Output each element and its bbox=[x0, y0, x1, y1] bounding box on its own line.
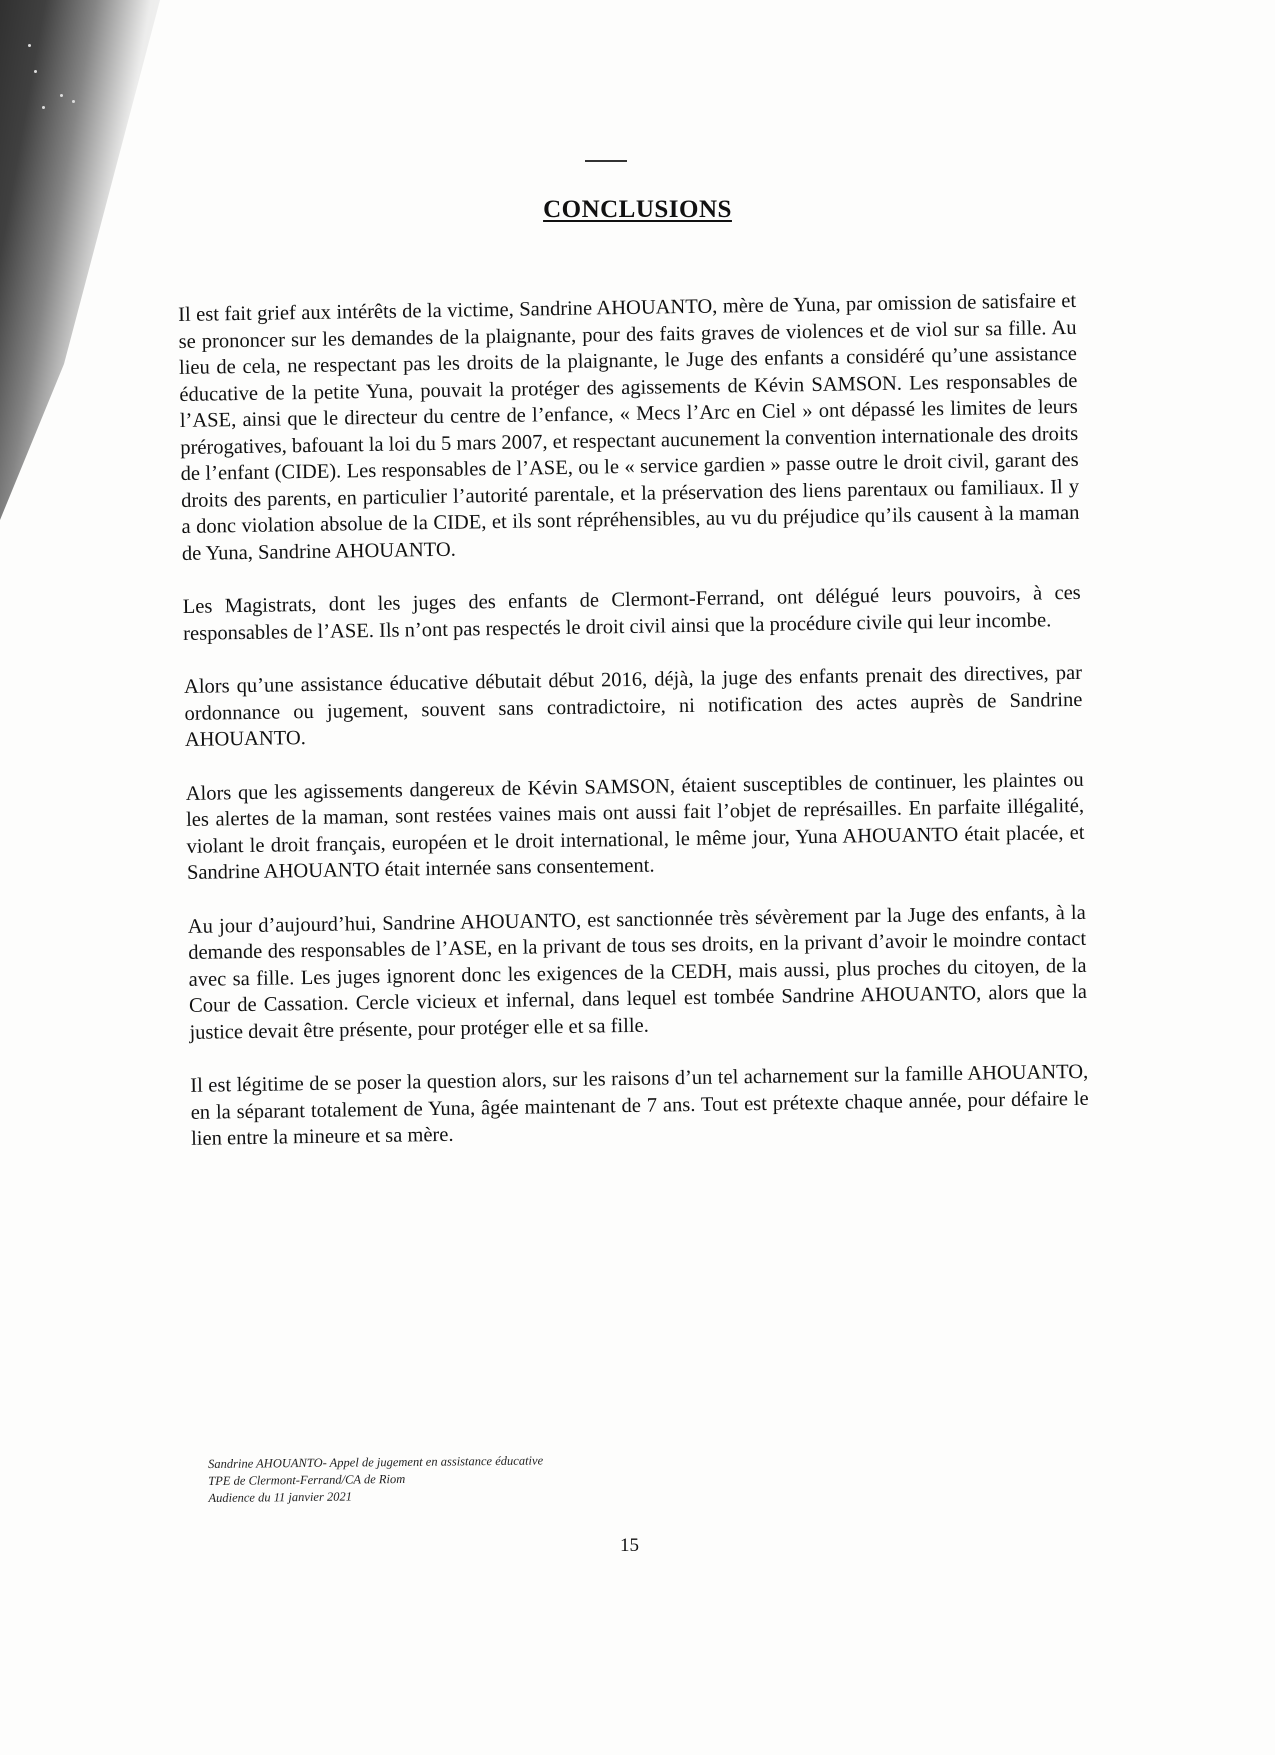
footer-line: Audience du 11 janvier 2021 bbox=[208, 1489, 352, 1505]
paragraph: Les Magistrats, dont les juges des enfants de Clermont-Ferrand, ont délégué leurs pouvoirs, à ces responsables de l’ASE. Ils n’ont pas respectés le droit civil ainsi que la procédure civile qui leur incombe. bbox=[182, 581, 1081, 645]
paragraph: Au jour d’aujourd’hui, Sandrine AHOUANTO, est sanctionnée très sévèrement par la Juge des enfants, à la demande des responsables de l’ASE, en la privant de tous ses droits, en la privant d’avoir le moindre contact avec sa fille. Les juges ignorent donc les exigences de la CEDH, mais aussi, plus proches du citoyen, de la Cour de Cassation. Cercle vicieux et infernal, dans lequel est tombée Sandrine AHOUANTO, alors que la justice devait être présente, pour protéger elle et sa fille. bbox=[187, 901, 1088, 1044]
paragraph: Alors que les agissements dangereux de Kévin SAMSON, étaient susceptibles de continuer, les plaintes ou les alertes de la maman, sont restées vaines mais ont aussi fait l’objet de représailles. En parfaite illégalité, violant le droit français, européen et le droit international, le même jour, Yuna AHOUANTO était placée, et Sandrine AHOUANTO était internée sans consentement. bbox=[185, 768, 1085, 884]
footer-line: Sandrine AHOUANTO- Appel de jugement en assistance éducative bbox=[208, 1453, 544, 1471]
paragraph: Alors qu’une assistance éducative débutait début 2016, déjà, la juge des enfants prenait des directives, par ordonnance ou jugement, souvent sans contradictoire, ni notification des actes auprès de Sandrine AHOUANTO. bbox=[183, 661, 1083, 751]
document-body bbox=[178, 288, 1090, 1179]
page-number: 15 bbox=[620, 1535, 639, 1556]
top-mark bbox=[585, 160, 627, 162]
scan-noise bbox=[20, 40, 90, 120]
document-title: CONCLUSIONS bbox=[543, 196, 732, 223]
footer-line: TPE de Clermont-Ferrand/CA de Riom bbox=[208, 1471, 406, 1488]
paragraph: Il est légitime de se poser la question alors, sur les raisons d’un tel acharnement sur la famille AHOUANTO, en la séparant totalement de Yuna, âgée maintenant de 7 ans. Tout est prétexte chaque année, pour défaire le lien entre la mineure et sa mère. bbox=[190, 1060, 1089, 1150]
paragraph: Il est fait grief aux intérêts de la victime, Sandrine AHOUANTO, mère de Yuna, par omission de satisfaire et se prononcer sur les demandes de la plaignante, pour des faits graves de violences et de viol sur sa fille. Au lieu de cela, ne respectant pas les droits de la plaignante, le Juge des enfants a considéré qu’une assistance éducative de la petite Yuna, pouvait la protéger des agissements de Kévin SAMSON. Les responsables de l’ASE, ainsi que le directeur du centre de l’enfance, « Mecs l’Arc en Ciel » ont dépassé les limites de leurs prérogatives, bafouant la loi du 5 mars 2007, et respectant aucunement la convention internationale des droits de l’enfant (CIDE). Les responsables de l’ASE, ou le « service gardien » passe outre le droit civil, garant des droits des parents, en particulier l’autorité parentale, et la préservation des liens parentaux ou familiaux. Il y a donc violation absolue de la CIDE, et ils sont répréhensibles, au vu du préjudice qu’ils causent à la maman de Yuna, Sandrine AHOUANTO. bbox=[178, 289, 1080, 565]
document-footer bbox=[208, 1452, 544, 1507]
